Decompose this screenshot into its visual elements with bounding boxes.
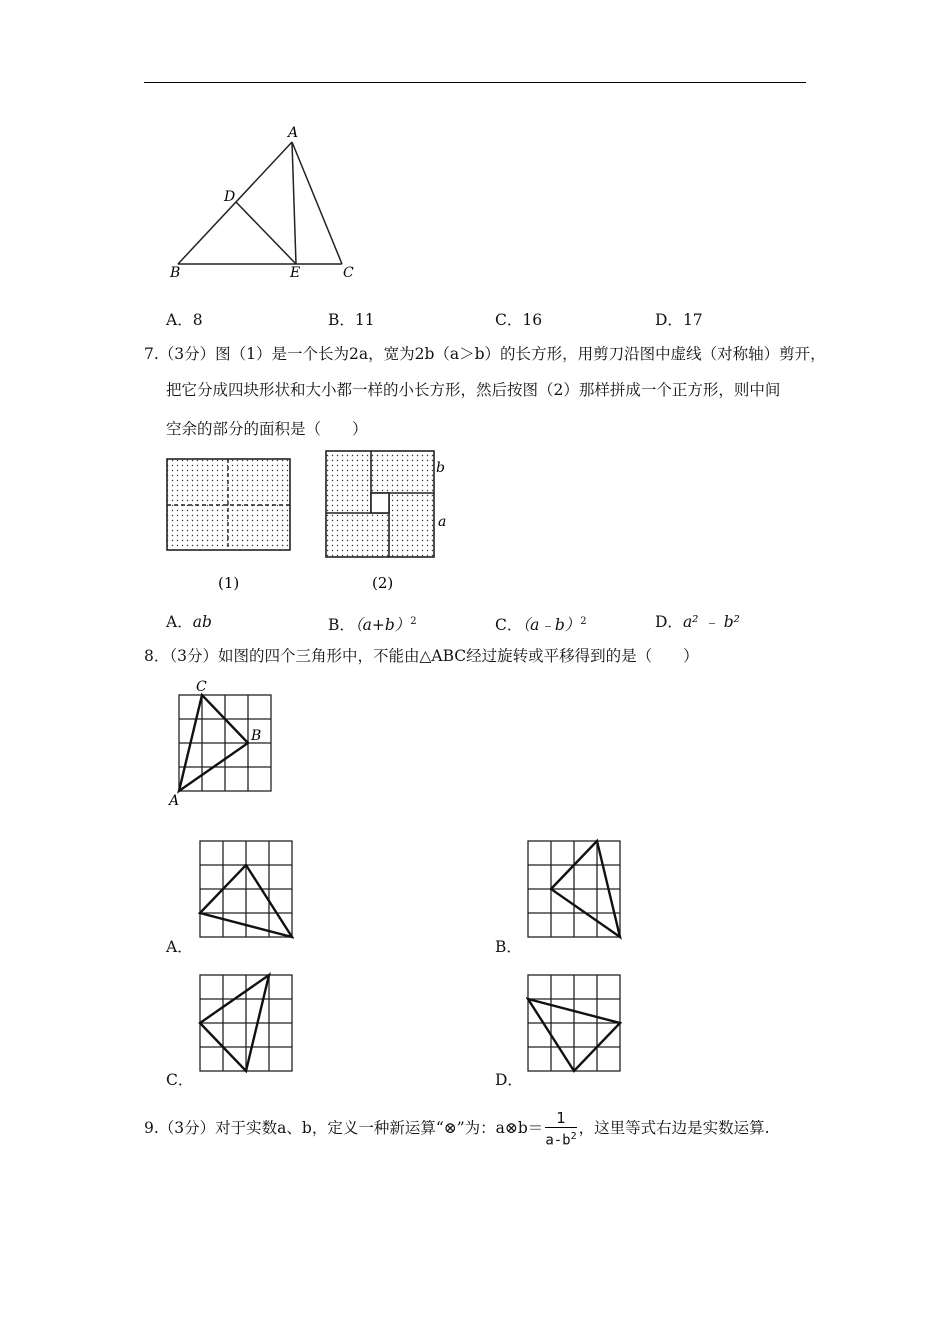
segment-ae: [292, 142, 296, 264]
q6-option-a[interactable]: A．8: [166, 311, 203, 329]
q8-option-c-label[interactable]: C．: [166, 1071, 194, 1089]
q8-label-b: B: [251, 728, 262, 744]
q7-stem-line1: 7.（3分）图（1）是一个长为2a，宽为2b（a＞b）的长方形，用剪刀沿图中虚线（对称轴）剪开，: [144, 345, 826, 363]
q7-label-a: a: [438, 514, 447, 530]
q9-suffix: ，这里等式右边是实数运算.: [578, 1119, 770, 1137]
q7-fig1-rectangle: [167, 459, 290, 550]
q8-option-d-label[interactable]: D．: [495, 1071, 523, 1089]
q8-option-c-grid[interactable]: [198, 972, 294, 1074]
q7-figures: [160, 448, 460, 598]
q7-option-b[interactable]: B．$(a+b)^2$: [328, 616, 417, 635]
q7-option-c[interactable]: C．（a﹣b）$^2$: [495, 616, 587, 635]
q8-reference-grid: [160, 675, 290, 815]
q8-label-c: C: [196, 679, 207, 695]
side-ac: [292, 142, 342, 264]
label-c: C: [343, 265, 354, 281]
label-b: B: [170, 265, 181, 281]
q8-option-d-grid[interactable]: [526, 972, 622, 1074]
q7-fig1-caption: (1): [218, 574, 240, 592]
q8-option-a-label[interactable]: A．: [166, 938, 193, 956]
q8-option-a-grid[interactable]: [198, 838, 294, 940]
q9-stem: [144, 1108, 770, 1149]
q8-stem: 8．（3分）如图的四个三角形中，不能由△ABC经过旋转或平移得到的是（ ）: [144, 647, 699, 665]
q7-fig2-caption: (2): [372, 574, 394, 592]
q7-option-a[interactable]: A．ab: [166, 613, 212, 631]
q8-option-b-grid[interactable]: [526, 838, 622, 940]
q9-denominator-wrap: [545, 1128, 576, 1150]
q6-option-d[interactable]: D．17: [655, 311, 703, 329]
q7-option-d[interactable]: D．a² ﹣ b²: [655, 613, 740, 631]
q9-numerator: 1: [545, 1109, 576, 1128]
q9-prefix: 9.（3分）对于实数a、b，定义一种新运算“⊗”为：a⊗b＝: [144, 1119, 544, 1137]
q8-option-b-label[interactable]: B．: [495, 938, 522, 956]
q6-option-c[interactable]: C．16: [495, 311, 543, 329]
q7-fig2-square: [326, 451, 434, 557]
q9-denominator: a-b: [545, 1132, 571, 1149]
q8-label-a: A: [169, 793, 180, 809]
segment-de: [236, 202, 296, 264]
q9-denominator-exponent: 2: [570, 1130, 577, 1142]
q6-triangle-figure: [160, 120, 370, 285]
label-a: A: [288, 125, 299, 141]
label-d: D: [224, 189, 236, 205]
q6-option-b[interactable]: B．11: [328, 311, 375, 329]
label-e: E: [290, 265, 301, 281]
q7-label-b: b: [436, 460, 445, 476]
header-rule: [144, 82, 806, 83]
q7-stem-line2: 把它分成四块形状和大小都一样的小长方形，然后按图（2）那样拼成一个正方形，则中间: [166, 381, 781, 399]
q7-stem-line3: 空余的部分的面积是（ ）: [166, 420, 368, 438]
q9-fraction: [545, 1109, 576, 1150]
